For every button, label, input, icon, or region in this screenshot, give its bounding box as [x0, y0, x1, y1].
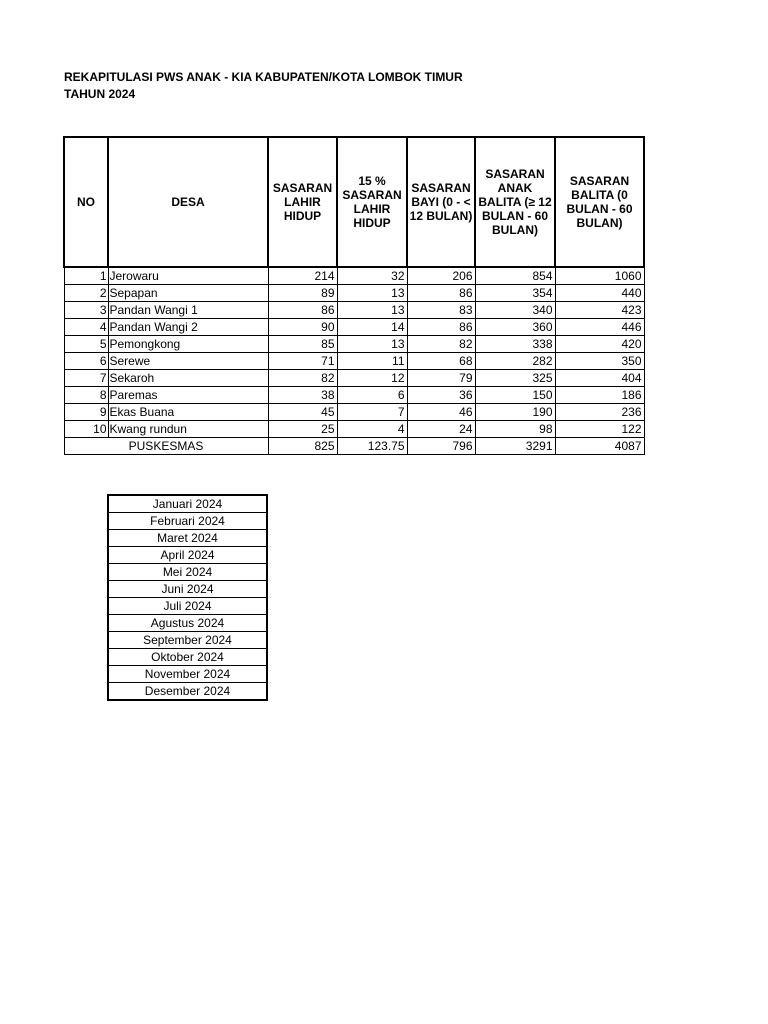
- header-bayi: SASARAN BAYI (0 - < 12 BULAN): [407, 137, 475, 267]
- header-row: [64, 137, 644, 267]
- row-bayi: 83: [407, 302, 475, 319]
- row-bayi: 68: [407, 353, 475, 370]
- row-balita: 404: [555, 370, 644, 387]
- row-lahir-hidup: 86: [268, 302, 337, 319]
- pws-recap-table: [63, 136, 645, 455]
- total-lahir-hidup: 825: [268, 438, 337, 455]
- month-label: Oktober 2024: [108, 649, 267, 666]
- row-lahir-hidup: 45: [268, 404, 337, 421]
- row-lahir-hidup: 82: [268, 370, 337, 387]
- row-bayi: 82: [407, 336, 475, 353]
- total-row: [64, 438, 644, 455]
- header-lahir-hidup: SASARAN LAHIR HIDUP: [268, 137, 337, 267]
- table-row: [64, 404, 644, 421]
- row-balita: 423: [555, 302, 644, 319]
- row-bayi: 86: [407, 285, 475, 302]
- row-lahir-hidup: 85: [268, 336, 337, 353]
- row-no: 10: [64, 421, 108, 438]
- row-bayi: 24: [407, 421, 475, 438]
- row-balita: 446: [555, 319, 644, 336]
- months-list: [107, 494, 268, 701]
- table-row: [64, 387, 644, 404]
- table-row: [64, 319, 644, 336]
- header-balita: SASARAN BALITA (0 BULAN - 60 BULAN): [555, 137, 644, 267]
- table-row: [64, 285, 644, 302]
- month-row: [108, 598, 267, 615]
- row-no: 1: [64, 267, 108, 285]
- row-no: 6: [64, 353, 108, 370]
- row-anak-balita: 854: [475, 267, 555, 285]
- row-balita: 122: [555, 421, 644, 438]
- row-desa: Serewe: [108, 353, 268, 370]
- row-no: 7: [64, 370, 108, 387]
- month-row: [108, 615, 267, 632]
- header-15pct: 15 % SASARAN LAHIR HIDUP: [337, 137, 407, 267]
- row-15pct: 13: [337, 336, 407, 353]
- row-15pct: 6: [337, 387, 407, 404]
- month-label: Januari 2024: [108, 495, 267, 513]
- month-row: [108, 530, 267, 547]
- row-lahir-hidup: 90: [268, 319, 337, 336]
- row-lahir-hidup: 25: [268, 421, 337, 438]
- row-no: 9: [64, 404, 108, 421]
- month-row: [108, 683, 267, 701]
- total-balita: 4087: [555, 438, 644, 455]
- row-15pct: 11: [337, 353, 407, 370]
- month-row: [108, 547, 267, 564]
- row-anak-balita: 354: [475, 285, 555, 302]
- month-label: Maret 2024: [108, 530, 267, 547]
- row-balita: 440: [555, 285, 644, 302]
- header-desa: DESA: [108, 137, 268, 267]
- month-row: [108, 513, 267, 530]
- table-row: [64, 336, 644, 353]
- month-label: Mei 2024: [108, 564, 267, 581]
- total-anak-balita: 3291: [475, 438, 555, 455]
- row-15pct: 4: [337, 421, 407, 438]
- total-label: PUSKESMAS: [64, 438, 268, 455]
- table-row: [64, 353, 644, 370]
- month-label: Juli 2024: [108, 598, 267, 615]
- row-lahir-hidup: 38: [268, 387, 337, 404]
- row-anak-balita: 325: [475, 370, 555, 387]
- row-balita: 350: [555, 353, 644, 370]
- month-row: [108, 495, 267, 513]
- row-lahir-hidup: 214: [268, 267, 337, 285]
- row-desa: Sekaroh: [108, 370, 268, 387]
- month-row: [108, 564, 267, 581]
- row-desa: Paremas: [108, 387, 268, 404]
- row-desa: Ekas Buana: [108, 404, 268, 421]
- row-anak-balita: 190: [475, 404, 555, 421]
- row-anak-balita: 282: [475, 353, 555, 370]
- row-15pct: 13: [337, 285, 407, 302]
- month-row: [108, 666, 267, 683]
- row-anak-balita: 98: [475, 421, 555, 438]
- row-desa: Kwang rundun: [108, 421, 268, 438]
- row-desa: Pandan Wangi 1: [108, 302, 268, 319]
- row-no: 8: [64, 387, 108, 404]
- row-15pct: 7: [337, 404, 407, 421]
- row-15pct: 12: [337, 370, 407, 387]
- row-desa: Pandan Wangi 2: [108, 319, 268, 336]
- row-balita: 186: [555, 387, 644, 404]
- row-desa: Pemongkong: [108, 336, 268, 353]
- row-15pct: 14: [337, 319, 407, 336]
- row-lahir-hidup: 71: [268, 353, 337, 370]
- month-label: Desember 2024: [108, 683, 267, 701]
- total-bayi: 796: [407, 438, 475, 455]
- row-no: 3: [64, 302, 108, 319]
- row-desa: Jerowaru: [108, 267, 268, 285]
- row-balita: 236: [555, 404, 644, 421]
- row-anak-balita: 150: [475, 387, 555, 404]
- row-15pct: 13: [337, 302, 407, 319]
- row-balita: 420: [555, 336, 644, 353]
- month-row: [108, 581, 267, 598]
- row-bayi: 206: [407, 267, 475, 285]
- row-bayi: 79: [407, 370, 475, 387]
- month-label: November 2024: [108, 666, 267, 683]
- table-row: [64, 302, 644, 319]
- month-label: April 2024: [108, 547, 267, 564]
- table-row: [64, 267, 644, 285]
- header-anak-balita: SASARAN ANAK BALITA (≥ 12 BULAN - 60 BULAN): [475, 137, 555, 267]
- title-line-1: REKAPITULASI PWS ANAK - KIA KABUPATEN/KOTA LOMBOK TIMUR: [64, 70, 463, 84]
- row-anak-balita: 338: [475, 336, 555, 353]
- header-no: NO: [64, 137, 108, 267]
- table-row: [64, 421, 644, 438]
- row-no: 2: [64, 285, 108, 302]
- row-balita: 1060: [555, 267, 644, 285]
- row-anak-balita: 360: [475, 319, 555, 336]
- month-row: [108, 632, 267, 649]
- row-bayi: 46: [407, 404, 475, 421]
- table-row: [64, 370, 644, 387]
- row-no: 5: [64, 336, 108, 353]
- row-lahir-hidup: 89: [268, 285, 337, 302]
- month-label: Februari 2024: [108, 513, 267, 530]
- month-label: Agustus 2024: [108, 615, 267, 632]
- row-no: 4: [64, 319, 108, 336]
- row-desa: Sepapan: [108, 285, 268, 302]
- title-line-2: TAHUN 2024: [64, 87, 136, 101]
- row-bayi: 86: [407, 319, 475, 336]
- row-15pct: 32: [337, 267, 407, 285]
- total-15pct: 123.75: [337, 438, 407, 455]
- month-label: September 2024: [108, 632, 267, 649]
- row-bayi: 36: [407, 387, 475, 404]
- month-label: Juni 2024: [108, 581, 267, 598]
- document-title: [64, 69, 463, 103]
- month-row: [108, 649, 267, 666]
- row-anak-balita: 340: [475, 302, 555, 319]
